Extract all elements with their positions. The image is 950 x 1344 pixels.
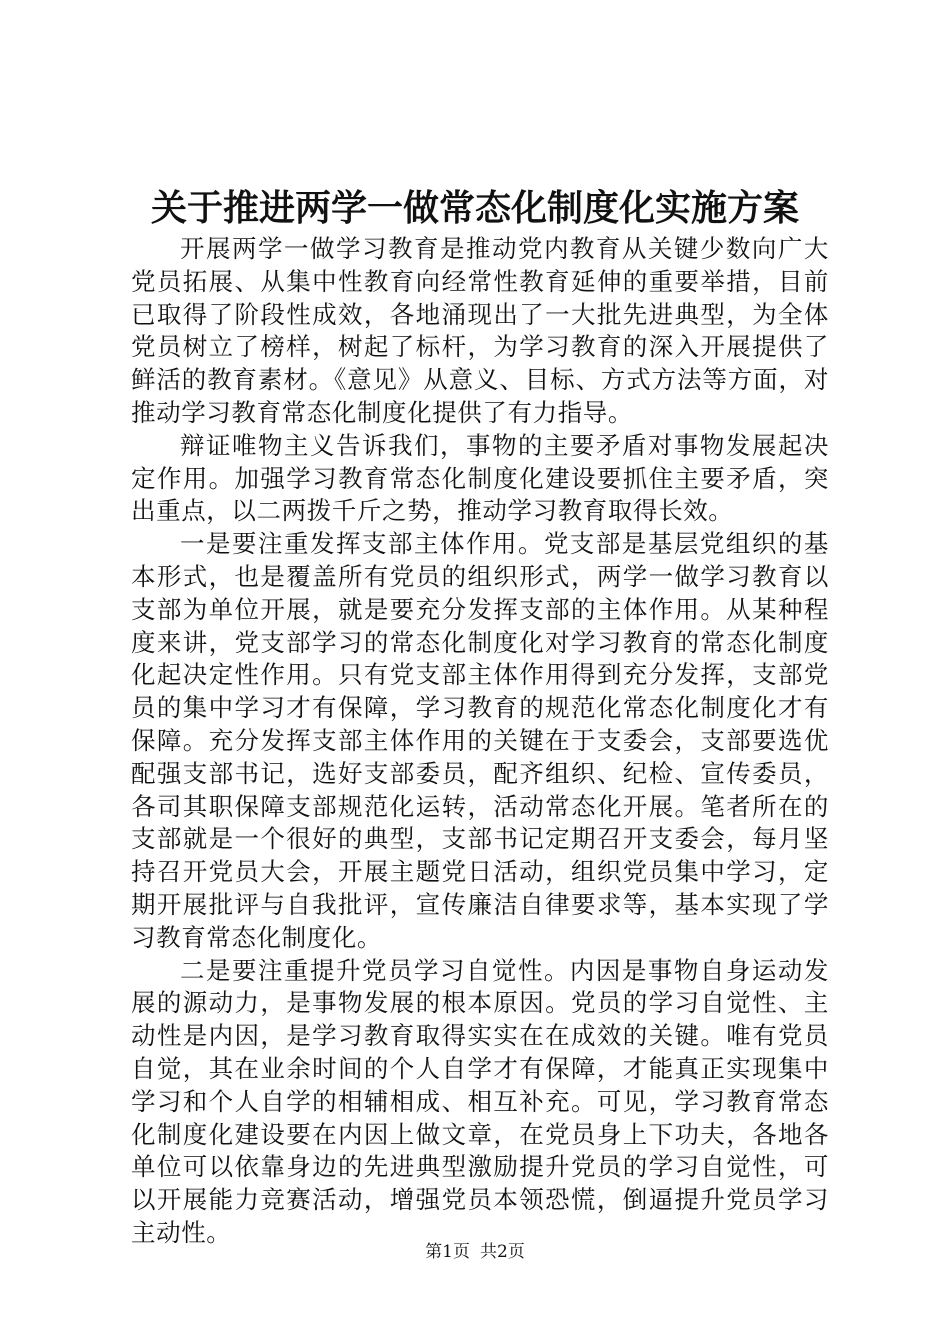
document-title: 关于推进两学一做常态化制度化实施方案 (150, 187, 799, 229)
page-footer (0, 1240, 950, 1264)
page-number-total: 共2页 (480, 1242, 525, 1262)
paragraph-point-one: 一是要注重发挥支部主体作用。党支部是基层党组织的基本形式，也是覆盖所有党员的组织形式，两学一做学习教育以支部为单位开展，就是要充分发挥支部的主体作用。从某种程度来讲，党支部学习的常态化制度化对学习教育的常态化制度化起决定性作用。只有党支部主体作用得到充分发挥，支部党员的集中学习才有保障，学习教育的规范化常态化制度化才有保障。充分发挥支部主体作用的关键在于支委会，支部要选优配强支部书记，选好支部委员，配齐组织、纪检、宣传委员，各司其职保障支部规范化运转，活动常态化开展。笔者所在的支部就是一个很好的典型，支部书记定期召开支委会，每月坚持召开党员大会，开展主题党日活动，组织党员集中学习，定期开展批评与自我批评，宣传廉洁自律要求等，基本实现了学习教育常态化制度化。 (131, 529, 829, 952)
paragraph-point-two: 二是要注重提升党员学习自觉性。内因是事物自身运动发展的源动力，是事物发展的根本原因。党员的学习自觉性、主动性是内因，是学习教育取得实实在在成效的关键。唯有党员自觉，其在业余时间的个人自学才有保障，才能真正实现集中学习和个人自学的相辅相成、相互补充。可见，学习教育常态化制度化建设要在内因上做文章，在党员身上下功夫，各地各单位可以依靠身边的先进典型激励提升党员的学习自觉性，可以开展能力竞赛活动，增强党员本领恐慌，倒逼提升党员学习主动性。 (131, 955, 829, 1247)
paragraph-intro: 开展两学一做学习教育是推动党内教育从关键少数向广大党员拓展、从集中性教育向经常性教育延伸的重要举措，目前已取得了阶段性成效，各地涌现出了一大批先进典型，为全体党员树立了榜样，树起了标杆，为学习教育的深入开展提供了鲜活的教育素材。《意见》从意义、目标、方式方法等方面，对推动学习教育常态化制度化提供了有力指导。 (131, 234, 829, 427)
document-body (131, 233, 829, 1250)
page-number-current: 第1页 (425, 1242, 470, 1262)
paragraph-dialectics: 辩证唯物主义告诉我们，事物的主要矛盾对事物发展起决定作用。加强学习教育常态化制度化建设要抓住主要矛盾，突出重点，以二两拨千斤之势，推动学习教育取得长效。 (131, 430, 829, 526)
